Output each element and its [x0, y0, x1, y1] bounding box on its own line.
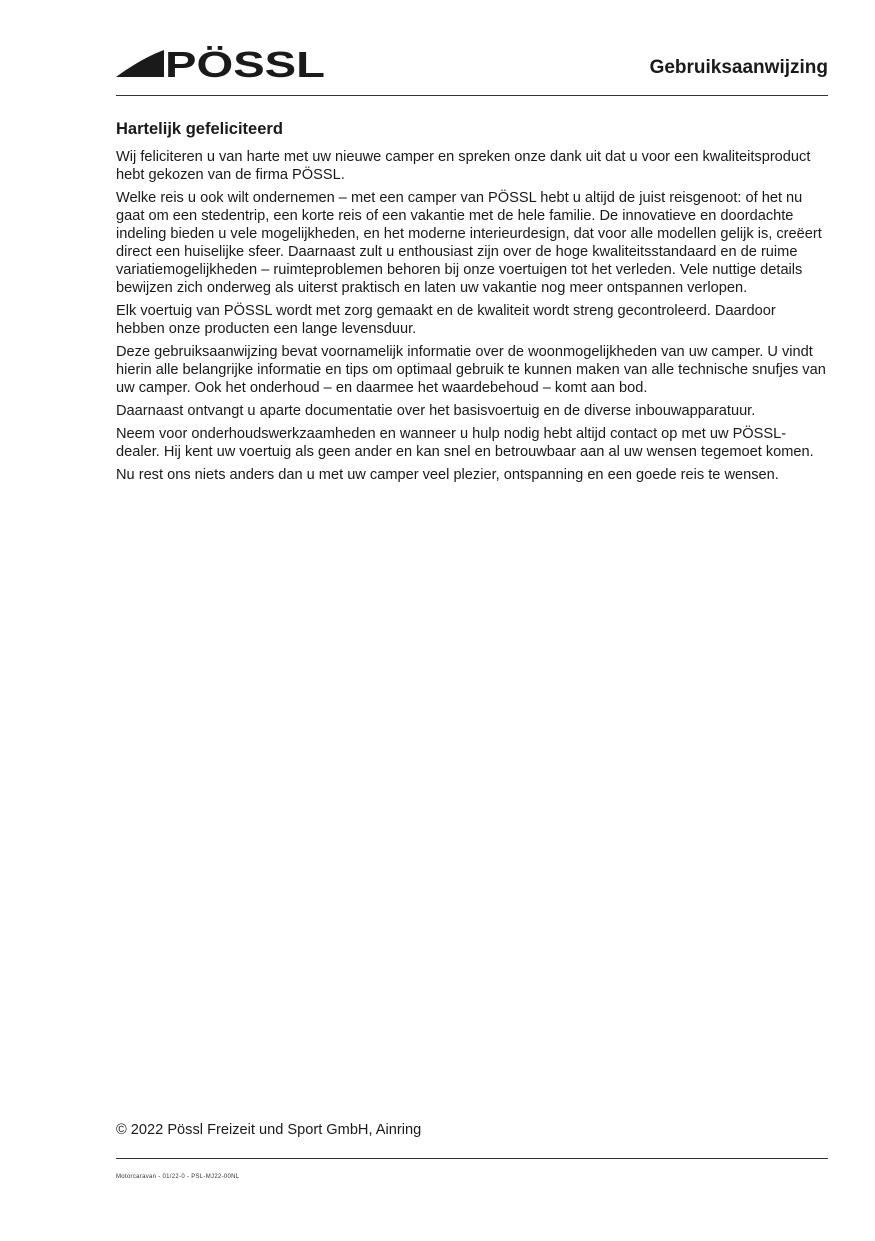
possl-logo: [116, 46, 326, 78]
possl-logo-graphic: [116, 46, 326, 78]
paragraph: Neem voor onderhoudswerkzaamheden en wanneer u hulp nodig hebt altijd contact op met uw PÖSSL-dealer. Hij kent uw voertuig als geen ander en kan snel en betrouwbaar aan al uw wensen tegemoet komen.: [116, 426, 814, 460]
document-code: Motorcaravan - 01/22-0 - PSL-MJ22-00NL: [116, 1174, 240, 1180]
paragraph: Daarnaast ontvangt u aparte documentatie over het basisvoertuig en de diverse inbouwapparatuur.: [116, 403, 756, 419]
paragraph: Elk voertuig van PÖSSL wordt met zorg gemaakt en de kwaliteit wordt streng gecontroleerd. Daardoor hebben onze producten een lange levensduur.: [116, 303, 776, 337]
logo-wordmark: PÖSSL: [165, 46, 325, 78]
main-content: [116, 118, 828, 489]
section-heading: Hartelijk gefeliciteerd: [116, 120, 283, 138]
header-divider: [116, 95, 828, 96]
document-title: Gebruiksaanwijzing: [649, 57, 828, 78]
copyright-notice: © 2022 Pössl Freizeit und Sport GmbH, Ainring: [116, 1122, 422, 1138]
paragraph: Nu rest ons niets anders dan u met uw camper veel plezier, ontspanning en een goede reis te wensen.: [116, 467, 779, 483]
paragraph: Welke reis u ook wilt ondernemen – met een camper van PÖSSL hebt u altijd de juist reisgenoot: of het nu gaat om een stedentrip, een korte reis of een vakantie met de hele familie. De innovatieve en doordachte indeling bieden u vele mogelijkheden, en het moderne interieurdesign, dat voor alle modellen gelijk is, creëert direct een huiselijke sfeer. Daarnaast zult u enthousiast zijn over de hoge kwaliteitsstandaard en de ruime variatiemogelijkheden – ruimteproblemen behoren bij onze voertuigen tot het verleden. Vele nuttige details bewijzen zich onderweg als uiterst praktisch en laten uw vakantie nog meer ontspannen verlopen.: [116, 190, 822, 296]
paragraph: Wij feliciteren u van harte met uw nieuwe camper en spreken onze dank uit dat u voor een kwaliteitsproduct hebt gekozen van de firma PÖSSL.: [116, 149, 811, 183]
page-header: [116, 44, 828, 96]
footer-divider: [116, 1158, 828, 1159]
paragraph: Deze gebruiksaanwijzing bevat voornamelijk informatie over de woonmogelijkheden van uw camper. U vindt hierin alle belangrijke informatie en tips om optimaal gebruik te kunnen maken van alle technische snufjes van uw camper. Ook het onderhoud – en daarmee het waardebehoud – komt aan bod.: [116, 344, 826, 396]
